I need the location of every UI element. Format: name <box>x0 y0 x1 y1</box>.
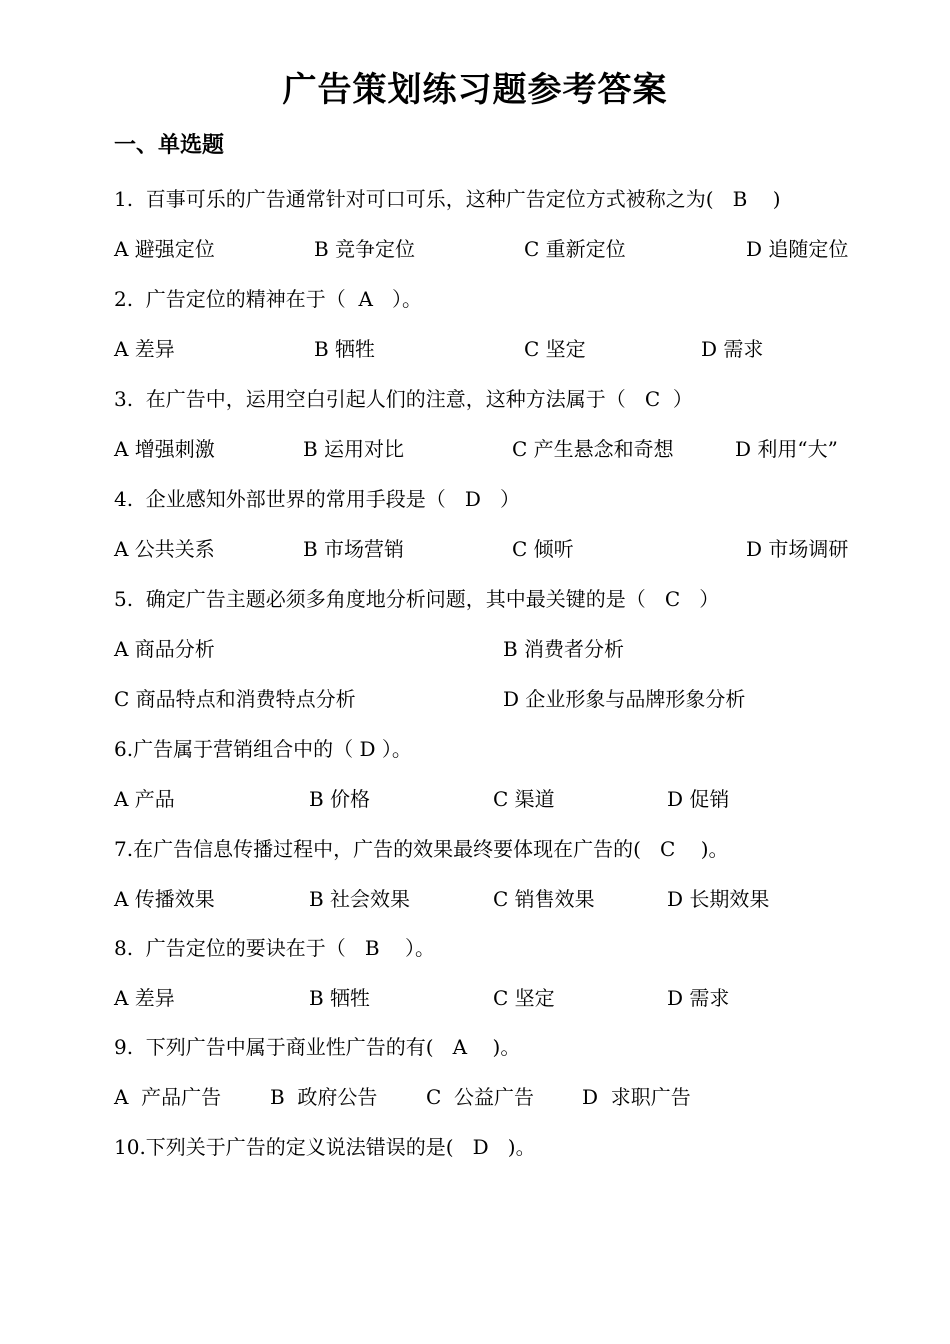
section-heading: 一、单选题 <box>114 133 225 158</box>
question-1: 1. 百事可乐的广告通常针对可口可乐，这种广告定位方式被称之为( B ) <box>114 187 781 211</box>
q1-option-c: C 重新定位 <box>524 237 626 261</box>
q2-option-b: B 牺牲 <box>314 337 376 361</box>
q7-option-c: C 销售效果 <box>493 887 595 911</box>
q4-option-d: D 市场调研 <box>746 537 849 561</box>
q5-option-a: A 商品分析 <box>114 637 215 661</box>
q5-option-d: D 企业形象与品牌形象分析 <box>503 687 746 711</box>
q6-option-b: B 价格 <box>309 787 371 811</box>
q1-option-b: B 竞争定位 <box>314 237 416 261</box>
question-7: 7.在广告信息传播过程中，广告的效果最终要体现在广告的( C )。 <box>114 837 729 861</box>
q1-option-a: A 避强定位 <box>114 237 215 261</box>
question-3: 3. 在广告中，运用空白引起人们的注意，这种方法属于（ C ） <box>114 387 693 411</box>
q9-option-a: A 产品广告 <box>114 1085 222 1109</box>
q1-option-d: D 追随定位 <box>746 237 849 261</box>
q8-option-c: C 坚定 <box>493 986 555 1010</box>
question-10: 10.下列关于广告的定义说法错误的是( D )。 <box>114 1135 536 1159</box>
q8-option-d: D 需求 <box>667 986 730 1010</box>
q2-option-d: D 需求 <box>701 337 764 361</box>
q4-option-a: A 公共关系 <box>114 537 215 561</box>
q8-option-a: A 差异 <box>114 986 175 1010</box>
q3-option-c: C 产生悬念和奇想 <box>512 437 674 461</box>
question-4: 4. 企业感知外部世界的常用手段是（ D ） <box>114 487 520 511</box>
q7-option-d: D 长期效果 <box>667 887 770 911</box>
question-2: 2. 广告定位的精神在于（ A ）。 <box>114 287 423 311</box>
question-5: 5. 确定广告主题必须多角度地分析问题，其中最关键的是（ C ） <box>114 587 720 611</box>
q6-option-a: A 产品 <box>114 787 175 811</box>
page-title: 广告策划练习题参考答案 <box>282 70 668 110</box>
q9-option-c: C 公益广告 <box>426 1085 535 1109</box>
q6-option-c: C 渠道 <box>493 787 555 811</box>
q5-option-c: C 商品特点和消费特点分析 <box>114 687 356 711</box>
q2-option-c: C 坚定 <box>524 337 586 361</box>
q5-option-b: B 消费者分析 <box>503 637 625 661</box>
q3-option-b: B 运用对比 <box>303 437 405 461</box>
q3-option-d: D 利用“大” <box>735 437 838 461</box>
q7-option-b: B 社会效果 <box>309 887 411 911</box>
q9-option-d: D 求职广告 <box>582 1085 691 1109</box>
q8-option-b: B 牺牲 <box>309 986 371 1010</box>
q4-option-b: B 市场营销 <box>303 537 405 561</box>
q3-option-a: A 增强刺激 <box>114 437 215 461</box>
q4-option-c: C 倾听 <box>512 537 574 561</box>
q7-option-a: A 传播效果 <box>114 887 215 911</box>
q6-option-d: D 促销 <box>667 787 730 811</box>
question-8: 8. 广告定位的要诀在于（ B ）。 <box>114 936 435 960</box>
q9-option-b: B 政府公告 <box>270 1085 378 1109</box>
q2-option-a: A 差异 <box>114 337 175 361</box>
question-6: 6.广告属于营销组合中的（ D ）。 <box>114 737 412 761</box>
question-9: 9. 下列广告中属于商业性广告的有( A )。 <box>114 1035 521 1059</box>
